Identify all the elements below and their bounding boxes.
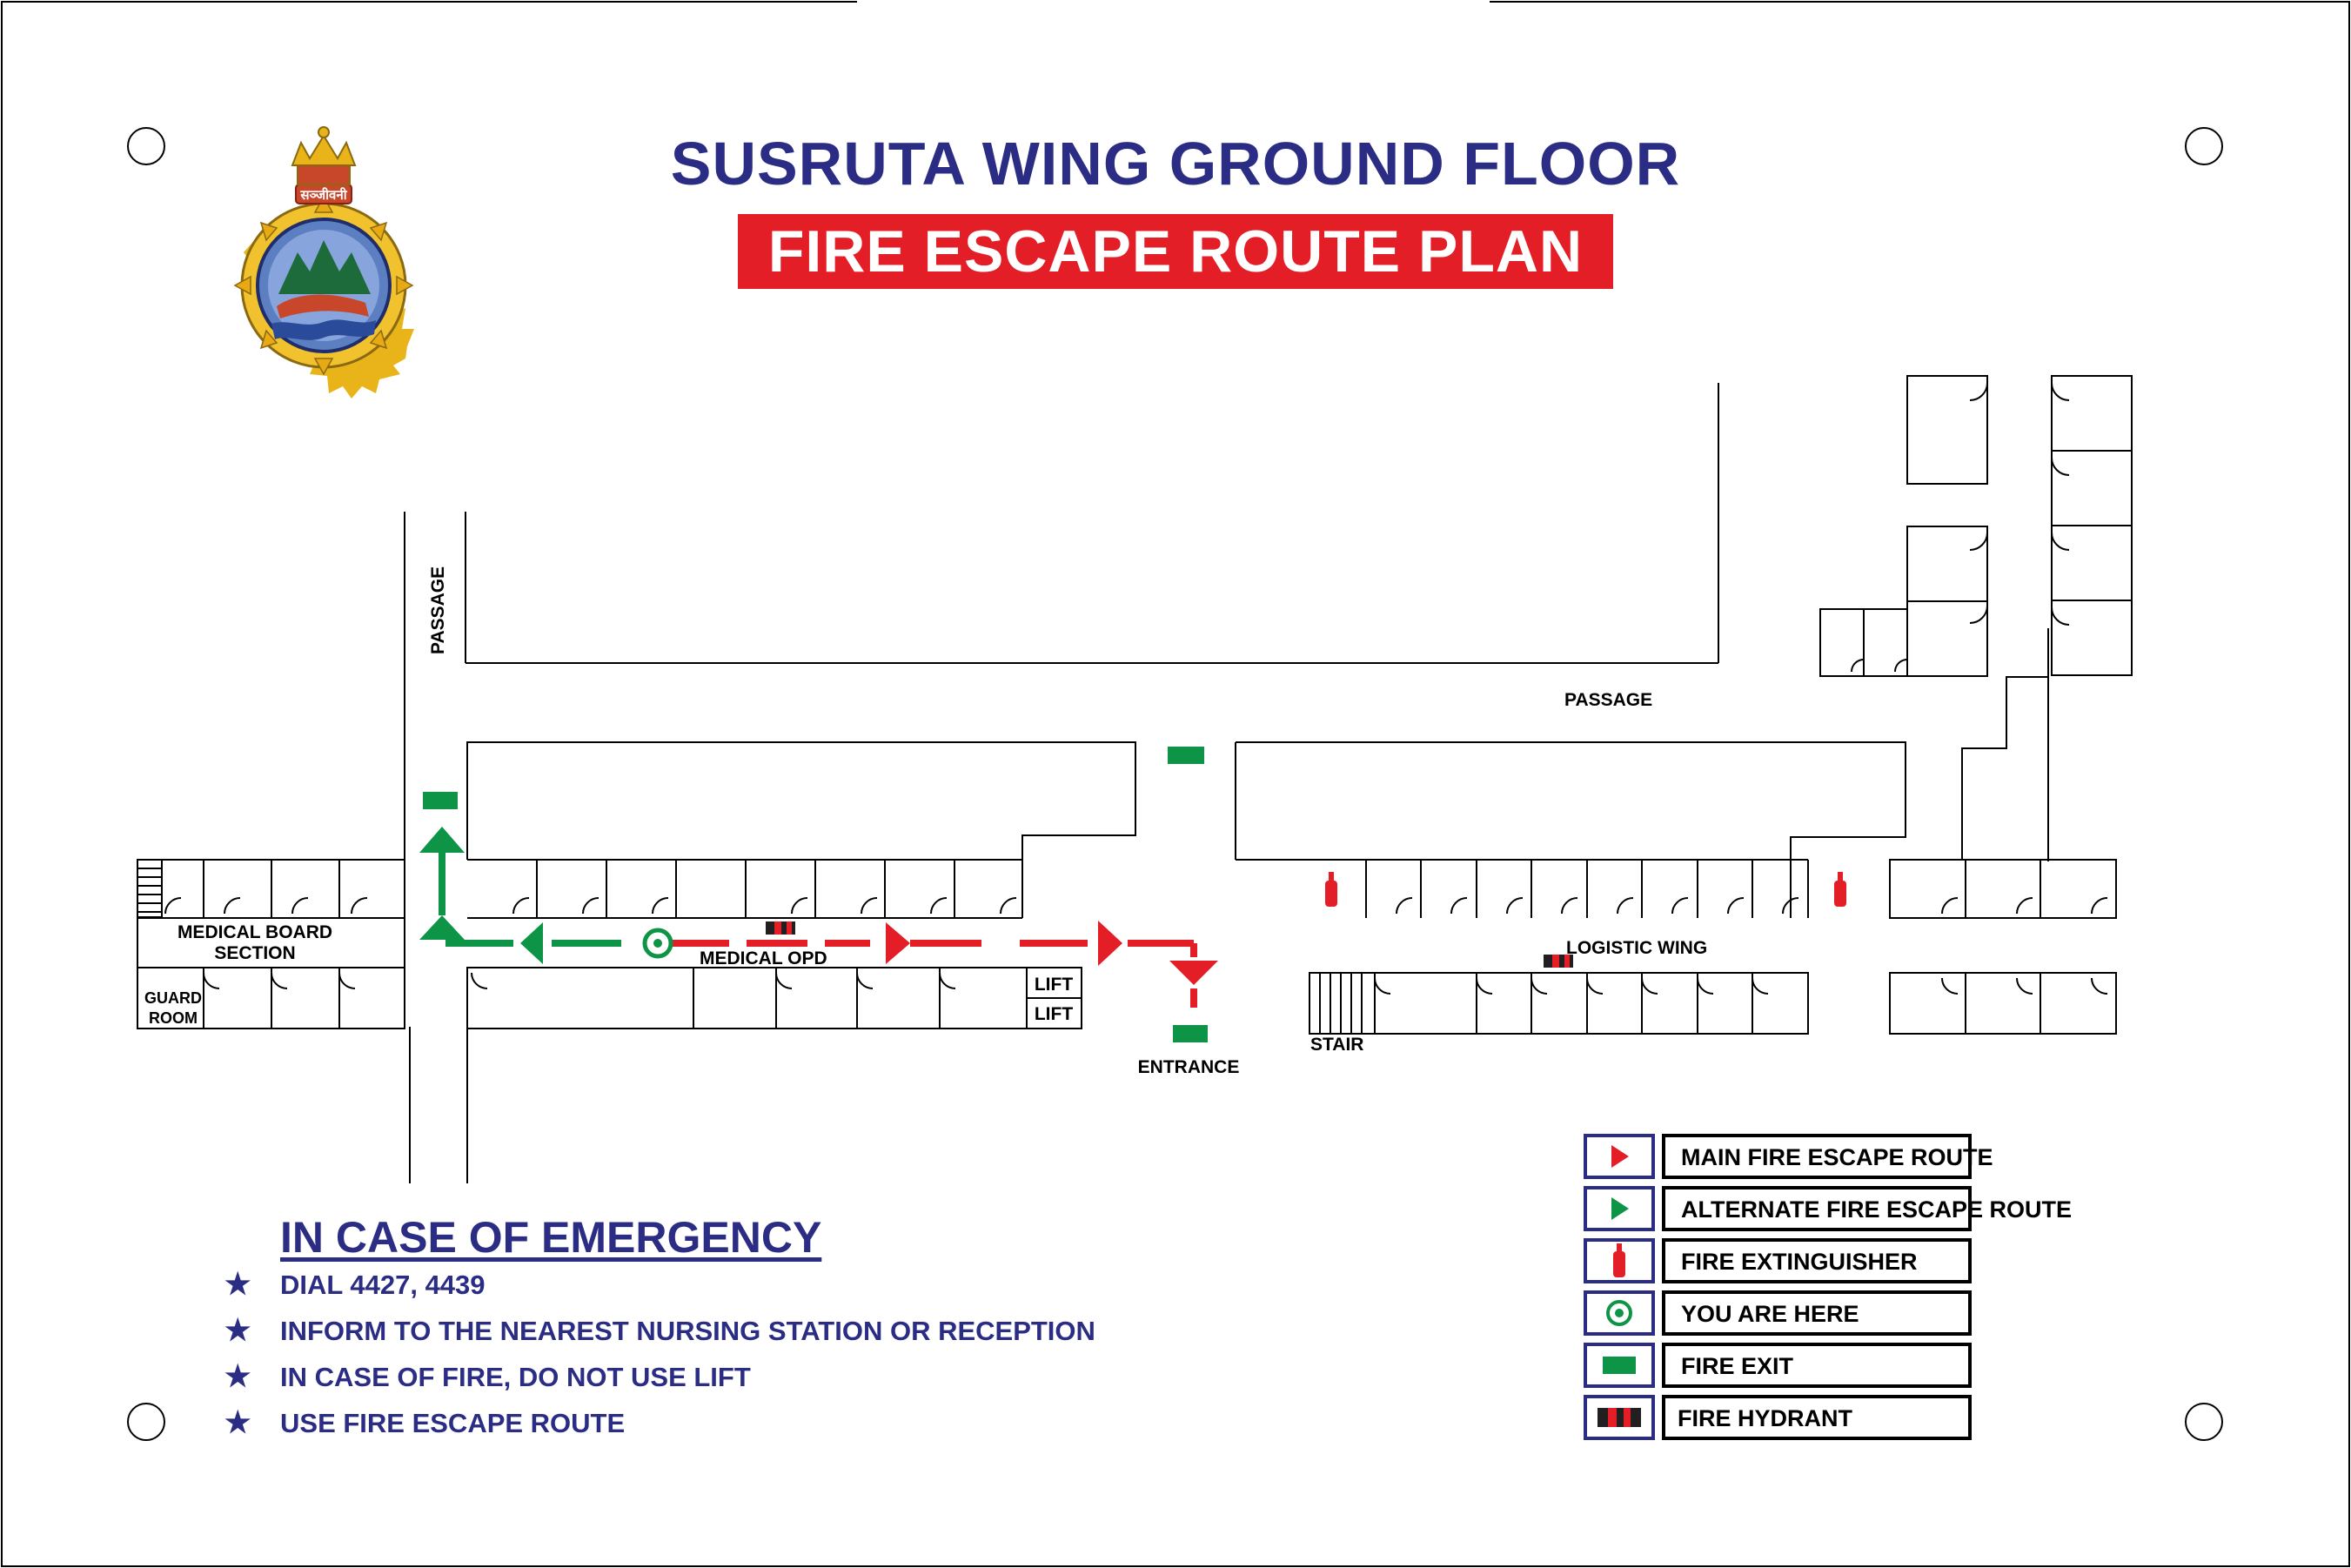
mounting-hole-bottom-right: [2186, 1404, 2222, 1440]
mounting-hole-top-right: [2186, 128, 2222, 164]
legend-label-fire-exit: FIRE EXIT: [1681, 1353, 1794, 1379]
label-medical-board-1: MEDICAL BOARD: [177, 922, 333, 942]
you-are-here-marker: [645, 930, 671, 956]
label-passage-vertical: PASSAGE: [428, 566, 448, 654]
legend-label-fire-extinguisher: FIRE EXTINGUISHER: [1681, 1249, 1918, 1275]
emergency-heading: IN CASE OF EMERGENCY: [280, 1213, 822, 1262]
emergency-item: ★ IN CASE OF FIRE, DO NOT USE LIFT: [224, 1360, 751, 1393]
fire-exit-left: [423, 792, 458, 809]
legend-label-alternate-route: ALTERNATE FIRE ESCAPE ROUTE: [1681, 1196, 2073, 1223]
crown-icon: [292, 127, 355, 184]
you-are-here-icon: [1608, 1302, 1631, 1324]
navy-emblem-logo: [235, 127, 414, 399]
star-icon: ★: [224, 1268, 251, 1301]
fire-exit-icon: [1603, 1357, 1636, 1374]
legend-label-you-are-here: YOU ARE HERE: [1681, 1301, 1859, 1327]
label-guard-room-1: GUARD: [144, 989, 202, 1007]
fire-extinguisher-1: [1325, 872, 1337, 907]
label-logistic-wing: LOGISTIC WING: [1566, 938, 1708, 958]
star-icon: ★: [224, 1406, 251, 1439]
label-stair: STAIR: [1310, 1035, 1364, 1055]
emergency-item: ★ DIAL 4427, 4439: [224, 1268, 486, 1301]
label-lift-2: LIFT: [1034, 1004, 1074, 1024]
legend: [1585, 1136, 2072, 1438]
star-icon: ★: [224, 1314, 251, 1347]
fire-exit-entrance: [1173, 1025, 1208, 1042]
fire-extinguisher-2: [1834, 872, 1846, 907]
label-medical-opd: MEDICAL OPD: [700, 948, 827, 968]
fire-hydrant-opd: [766, 921, 795, 935]
label-medical-board-2: SECTION: [214, 943, 296, 963]
emergency-item: ★ INFORM TO THE NEAREST NURSING STATION OR RECEPTION: [224, 1314, 1095, 1347]
door-swings: [165, 383, 2107, 994]
emblem-motto: सञ्जीवनी: [300, 188, 347, 203]
mounting-hole-top-left: [128, 128, 164, 164]
star-icon: ★: [224, 1360, 251, 1393]
page-title: SUSRUTA WING GROUND FLOOR: [670, 130, 1681, 198]
label-entrance: ENTRANCE: [1137, 1057, 1240, 1077]
stair-left: [137, 868, 162, 912]
map-labels: [144, 566, 1707, 1077]
legend-label-fire-hydrant: FIRE HYDRANT: [1678, 1405, 1852, 1431]
label-guard-room-2: ROOM: [149, 1009, 198, 1027]
legend-label-main-route: MAIN FIRE ESCAPE ROUTE: [1681, 1144, 1993, 1170]
label-passage-horizontal: PASSAGE: [1564, 690, 1653, 710]
emergency-instructions: [224, 1267, 1095, 1451]
label-lift-1: LIFT: [1034, 975, 1074, 995]
building-walls: [137, 376, 2132, 1183]
page-subtitle: FIRE ESCAPE ROUTE PLAN: [738, 214, 1613, 289]
fire-hydrant-icon: [1597, 1408, 1641, 1427]
fire-exit-center-north: [1168, 747, 1204, 764]
mounting-hole-bottom-left: [128, 1404, 164, 1440]
emergency-item: ★ USE FIRE ESCAPE ROUTE: [224, 1406, 626, 1439]
